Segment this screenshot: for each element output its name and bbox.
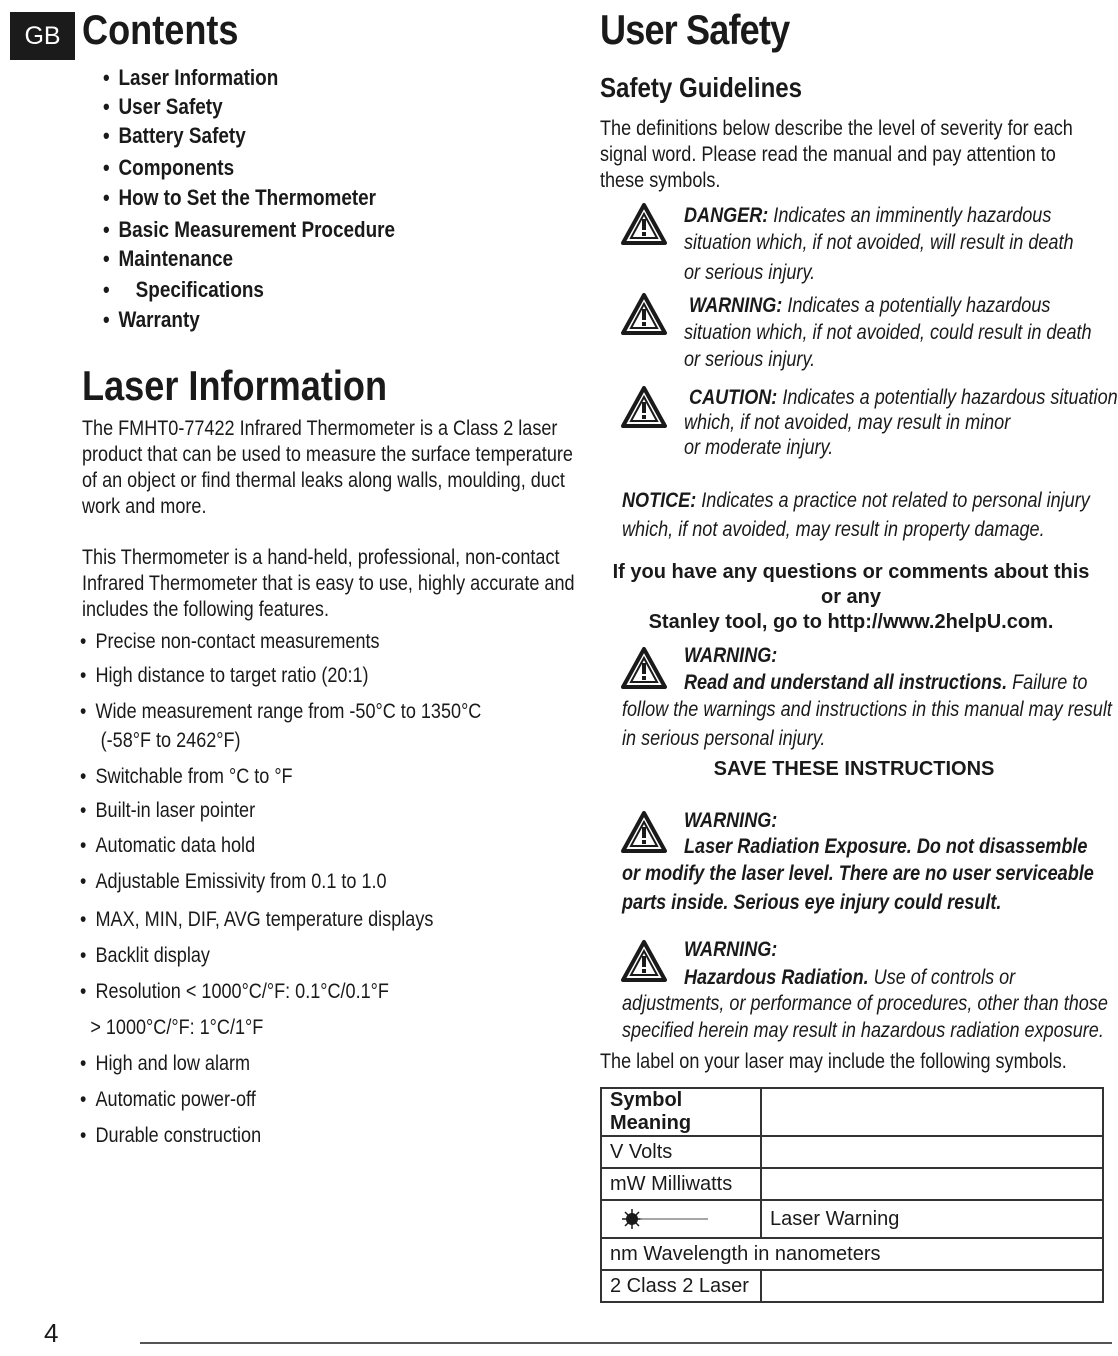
toc-item[interactable]: • Battery Safety [103,123,246,148]
feature-item-continuation: (-58°F to 2462°F) [100,729,241,752]
feature-item: • Built-in laser pointer [80,799,256,822]
table-row [601,1168,1103,1200]
warning-triangle-icon [620,385,668,429]
notice-definition: NOTICE: Indicates a practice not related to personal injury which, if not avoided, may result in property damage. [622,489,1090,541]
warning-3-label: WARNING: [684,938,778,961]
toc-item[interactable]: • Maintenance [103,246,234,271]
warning-triangle-icon [620,292,668,336]
table-row [601,1200,1103,1238]
toc-item[interactable]: • How to Set the Thermometer [103,185,377,210]
feature-item: • Automatic power-off [80,1088,256,1111]
table-row [601,1088,1103,1136]
warning-2-label: WARNING: [684,809,778,832]
warning-triangle-icon [620,939,668,983]
warning-2-text: or modify the laser level. There are no user serviceable parts inside. Serious eye injury could result. [622,862,1094,914]
toc-item[interactable]: • Basic Measurement Procedure [103,217,396,242]
contact-info: If you have any questions or comments about this or any Stanley tool, go to http://www.2helpU.com. [612,561,1090,633]
language-badge: GB [10,12,75,60]
contents-title: Contents [82,6,239,53]
table-cell [761,1168,1103,1200]
laser-info-paragraph-2: This Thermometer is a hand-held, professional, non-contact Infrared Thermometer that is easy to use, highly accurate and includes the following features. [82,546,575,621]
feature-item: • MAX, MIN, DIF, AVG temperature displays [80,908,434,931]
table-cell: 2 Class 2 Laser [601,1270,761,1302]
warning-triangle-icon [620,202,668,246]
table-cell [601,1200,761,1238]
table-cell: mW Milliwatts [601,1168,761,1200]
user-safety-title: User Safety [600,6,790,53]
feature-item-continuation: > 1000°C/°F: 1°C/1°F [90,1016,264,1039]
warning-definition: WARNING: Indicates a potentially hazardous situation which, if not avoided, could result in death or serious injury. [684,294,1092,371]
label-intro: The label on your laser may include the following symbols. [600,1050,1067,1073]
table-cell: V Volts [601,1136,761,1168]
table-cell [761,1270,1103,1302]
table-cell: nm Wavelength in nanometers [601,1238,1103,1270]
toc-item[interactable]: • Components [103,155,235,180]
feature-item: • Backlit display [80,944,210,967]
toc-item[interactable]: • User Safety [103,94,223,119]
feature-item: • High distance to target ratio (20:1) [80,664,369,687]
laser-info-paragraph-1: The FMHT0-77422 Infrared Thermometer is a Class 2 laser product that can be used to measure the surface temperature of an object or find thermal leaks along walls, moulding, duct work and more. [82,417,573,518]
toc-item[interactable]: • Warranty [103,307,200,332]
symbol-table [600,1087,1104,1303]
laser-info-title: Laser Information [82,362,388,409]
table-cell [761,1088,1103,1136]
warning-3-text: adjustments, or performance of procedures, other than those specified herein may result in hazardous radiation exposure. [622,992,1108,1042]
laser-beam-icon [622,1208,712,1230]
feature-item: • Automatic data hold [80,834,256,857]
page-number: 4 [44,1318,59,1348]
danger-definition: DANGER: Indicates an imminently hazardous situation which, if not avoided, will result in death or serious injury. [684,204,1074,284]
feature-item: • Adjustable Emissivity from 0.1 to 1.0 [80,870,387,893]
table-row [601,1238,1103,1270]
feature-item: • Resolution < 1000°C/°F: 0.1°C/0.1°F [80,980,389,1003]
table-header: Symbol Meaning [601,1088,761,1136]
save-instructions: SAVE THESE INSTRUCTIONS [713,758,995,780]
toc-item[interactable]: • Laser Information [103,65,279,90]
footer-rule [140,1342,1112,1344]
warning-triangle-icon [620,810,668,854]
table-row [601,1270,1103,1302]
toc-item[interactable]: • Specifications [103,277,264,302]
feature-item: • Precise non-contact measurements [80,630,380,653]
warning-triangle-icon [620,646,668,690]
warning-3-first-line: Hazardous Radiation. Use of controls or [684,966,1016,989]
warning-1-text: follow the warnings and instructions in this manual may result in serious personal injury. [622,698,1112,750]
feature-item: • Durable construction [80,1124,262,1147]
feature-item: • High and low alarm [80,1052,251,1075]
warning-2-first-line: Laser Radiation Exposure. Do not disassemble [684,835,1088,858]
caution-definition: CAUTION: Indicates a potentially hazardous situation which, if not avoided, may result in minor or moderate injury. [684,386,1118,459]
warning-1-first-line: Read and understand all instructions. Failure to [684,671,1088,694]
feature-item: • Switchable from °C to °F [80,765,293,788]
table-cell [761,1136,1103,1168]
safety-guidelines-subtitle: Safety Guidelines [600,72,803,103]
table-cell: Laser Warning [761,1200,1103,1238]
feature-item: • Wide measurement range from -50°C to 1350°C [80,700,482,723]
warning-1-label: WARNING: [684,644,778,667]
safety-intro: The definitions below describe the level of severity for each signal word. Please read the manual and pay attention to these symbols. [600,117,1073,192]
table-row [601,1136,1103,1168]
